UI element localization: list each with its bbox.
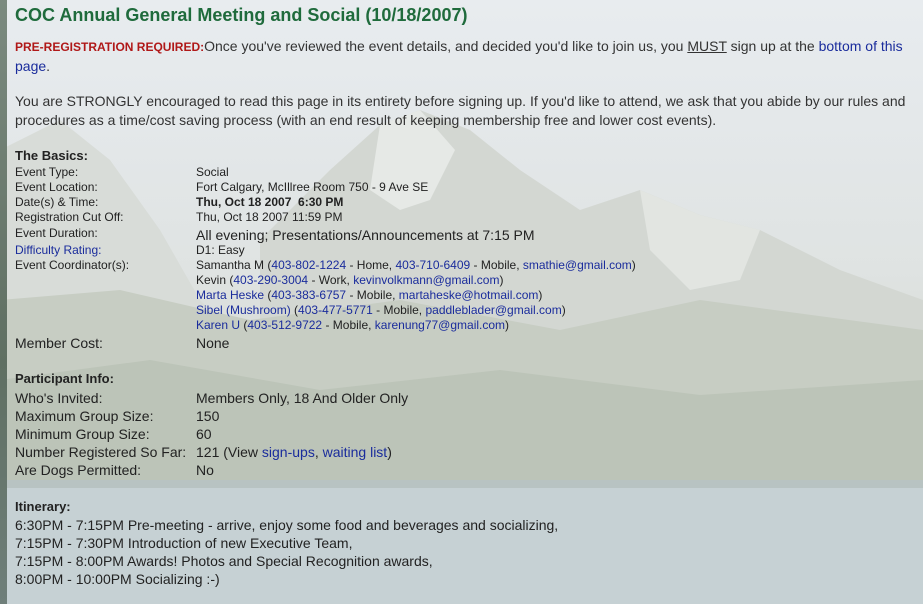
min-group-size-label: Minimum Group Size: [15, 426, 150, 442]
sign-ups-link[interactable]: sign-ups [261, 444, 315, 460]
event-coordinators-label: Event Coordinator(s): [15, 258, 130, 272]
whos-invited-value: Members Only, 18 And Older Only [196, 390, 409, 406]
event-location-label: Event Location: [15, 180, 98, 194]
coordinator-phone-link[interactable]: 403-710-6409 [395, 258, 471, 272]
paren: ) [631, 258, 636, 272]
coordinator-phone-link[interactable]: 403-512-9722 [247, 318, 323, 332]
link-separator: , [314, 444, 323, 460]
basics-heading: The Basics: [15, 148, 88, 163]
max-group-size-label: Maximum Group Size: [15, 408, 154, 424]
event-location-value: Fort Calgary, McIllree Room 750 - 9 Ave SE [196, 180, 429, 194]
paren: ( [290, 303, 299, 317]
prereg-end: . [46, 58, 51, 74]
event-duration-value: All evening; Presentations/Announcements at 7:15 PM [196, 227, 535, 243]
event-date-label: Date(s) & Time: [15, 195, 99, 209]
prereg-text-after: sign up at the [726, 38, 819, 54]
dogs-permitted-label: Are Dogs Permitted: [15, 462, 142, 478]
itinerary-line: 8:00PM - 10:00PM Socializing :-) [15, 571, 220, 587]
preregistration-required-label: PRE-REGISTRATION REQUIRED: [15, 40, 205, 54]
phone-type: - Mobile, [322, 318, 375, 332]
participant-info-heading: Participant Info: [15, 371, 114, 386]
phone-type: - Mobile, [346, 288, 399, 302]
coordinator-name: Samantha M [196, 258, 265, 272]
phone-type: - Work, [308, 273, 354, 287]
dogs-permitted-value: No [196, 462, 214, 478]
strongly-encouraged-notice: You are STRONGLY encouraged to read this page in its entirety before signing up. If you'd like to attend, we ask that you abide by our rules and procedures as a time/cost saving process (with an end result of keeping membership free and lower cost events). [15, 93, 906, 128]
paren: ) [505, 318, 510, 332]
max-group-size-value: 150 [196, 408, 220, 424]
close-paren: ) [387, 444, 392, 460]
paren: ( [240, 318, 248, 332]
itinerary-line: 7:15PM - 7:30PM Introduction of new Executive Team, [15, 535, 353, 551]
coordinator-email-link[interactable]: kevinvolkmann@gmail.com [353, 273, 500, 287]
paren: ) [561, 303, 566, 317]
coordinator-email-link[interactable]: paddleblader@gmail.com [425, 303, 562, 317]
page-title: COC Annual General Meeting and Social (10/18/2007) [15, 5, 468, 25]
coordinator-phone-link[interactable]: 403-383-6757 [271, 288, 347, 302]
phone-type: - Home, [346, 258, 396, 272]
paren: ( [264, 288, 272, 302]
coordinator-email-link[interactable]: martaheske@hotmail.com [398, 288, 539, 302]
member-cost-value: None [196, 335, 230, 351]
coordinator-name-link[interactable]: Marta Heske [196, 288, 265, 302]
prereg-text-before: Once you've reviewed the event details, and decided you'd like to join us, you [204, 38, 688, 54]
coordinator-phone-link[interactable]: 403-477-5771 [298, 303, 373, 317]
whos-invited-label: Who's Invited: [15, 390, 103, 406]
event-date-value: Thu, Oct 18 2007 6:30 PM [196, 195, 344, 209]
event-type-label: Event Type: [15, 165, 79, 179]
preregistration-notice [15, 37, 910, 76]
registered-count-value: 121 (View [196, 444, 262, 460]
registered-count-label: Number Registered So Far: [15, 444, 187, 460]
difficulty-rating-link[interactable]: Difficulty Rating: [15, 243, 102, 257]
paren: ) [499, 273, 504, 287]
coordinator-phone-link[interactable]: 403-290-3004 [233, 273, 309, 287]
coordinator-email-link[interactable]: smathie@gmail.com [522, 258, 632, 272]
itinerary-line: 7:15PM - 8:00PM Awards! Photos and Special Recognition awards, [15, 553, 433, 569]
must-emphasis: MUST [687, 38, 727, 54]
member-cost-label: Member Cost: [15, 335, 103, 351]
registration-cutoff-label: Registration Cut Off: [15, 210, 124, 224]
paren: ( [226, 273, 234, 287]
phone-type: - Mobile, [372, 303, 426, 317]
paren: ) [538, 288, 543, 302]
coordinator-name-link[interactable]: Karen U [196, 318, 241, 332]
itinerary-heading: Itinerary: [15, 499, 71, 514]
event-duration-row [15, 226, 905, 244]
coordinator-email-link[interactable]: karenung77@gmail.com [374, 318, 506, 332]
paren: ( [264, 258, 272, 272]
coordinator-phone-link[interactable]: 403-802-1224 [271, 258, 347, 272]
coordinator-name: Kevin [196, 273, 227, 287]
event-duration-label: Event Duration: [15, 226, 98, 240]
min-group-size-value: 60 [196, 426, 212, 442]
bottom-of-page-link[interactable]: bottom of this page [15, 38, 903, 74]
registration-cutoff-value: Thu, Oct 18 2007 11:59 PM [196, 210, 343, 224]
coordinator-name-link[interactable]: Sibel (Mushroom) [196, 303, 291, 317]
event-type-value: Social [196, 165, 229, 179]
itinerary-line: 6:30PM - 7:15PM Pre-meeting - arrive, enjoy some food and beverages and socializing, [15, 517, 559, 533]
waiting-list-link[interactable]: waiting list [322, 444, 388, 460]
phone-type: - Mobile, [470, 258, 523, 272]
difficulty-rating-value: D1: Easy [196, 243, 245, 257]
